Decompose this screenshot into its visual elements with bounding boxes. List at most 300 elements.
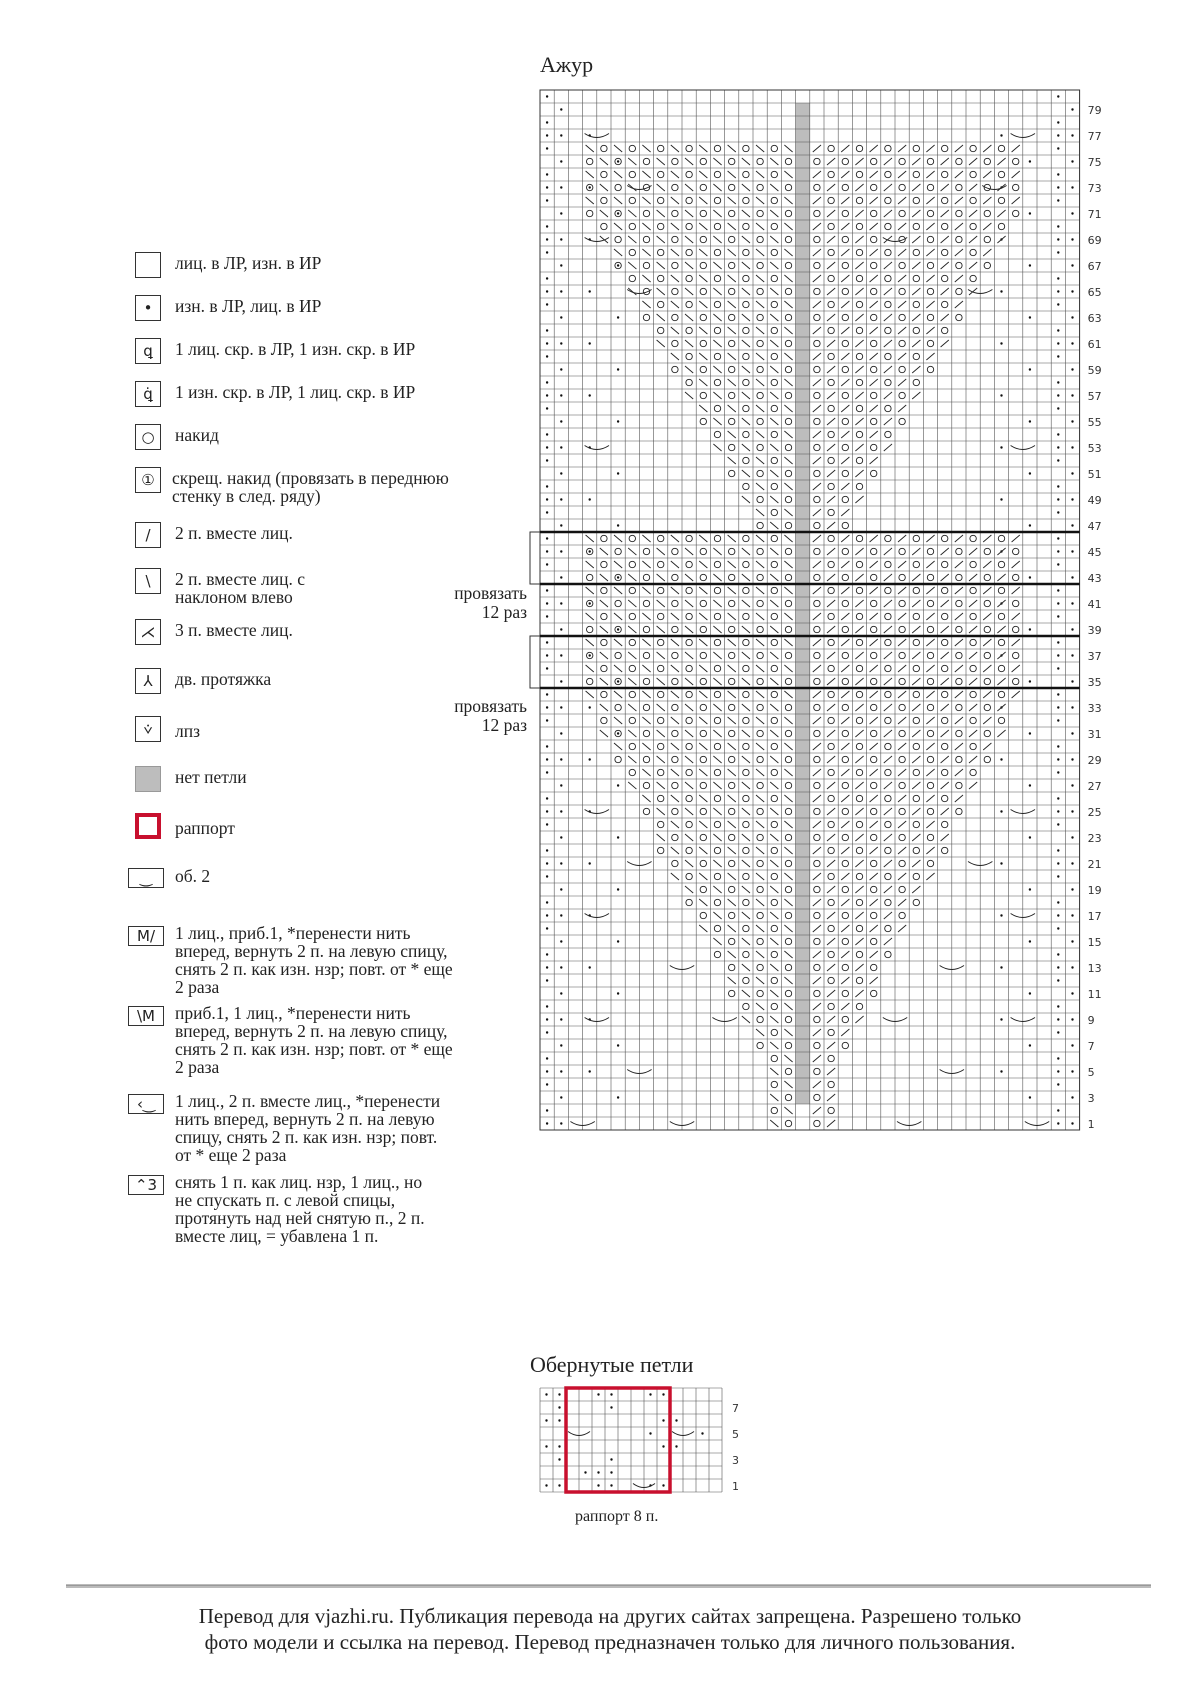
yarn-over-mark (842, 964, 848, 970)
k2tog-mark (827, 1042, 835, 1049)
yarn-over-mark (700, 288, 706, 294)
yarn-over-mark (743, 795, 749, 801)
k2tog-mark (926, 561, 934, 568)
k2tog-mark (898, 717, 906, 724)
rapport-box-icon (135, 813, 161, 839)
wrap-k2tog-icon: ‹‿ (128, 1094, 164, 1114)
yarn-over-mark (743, 769, 749, 775)
yarn-over-mark (601, 535, 607, 541)
purl-dot (560, 498, 562, 500)
yarn-over-mark (828, 275, 834, 281)
ssk-mark (699, 717, 707, 724)
purl-dot (1057, 459, 1059, 461)
row-labels (1088, 104, 1102, 1131)
yarn-over-mark (785, 990, 791, 996)
purl-dot (1057, 407, 1059, 409)
yarn-over-mark (771, 509, 777, 515)
yarn-over-mark (885, 665, 891, 671)
yarn-over-mark (856, 769, 862, 775)
yarn-over-mark (629, 535, 635, 541)
yarn-over-mark (785, 600, 791, 606)
ssk-mark (756, 353, 764, 360)
yarn-over-mark (771, 587, 777, 593)
ssk-mark (713, 418, 721, 425)
purl-dot (617, 888, 619, 890)
k2tog-mark (884, 392, 892, 399)
yarn-over-mark (1013, 184, 1019, 190)
yarn-over-mark (856, 353, 862, 359)
ssk-mark (699, 613, 707, 620)
k2tog-mark (827, 392, 835, 399)
ssk-mark (657, 548, 665, 555)
yarn-over-mark (743, 535, 749, 541)
ssk-mark (699, 535, 707, 542)
yarn-over-mark (643, 730, 649, 736)
purl-dot (546, 862, 548, 864)
k2tog-mark (841, 769, 849, 776)
purl-dot (617, 264, 619, 266)
yarn-over-mark (828, 717, 834, 723)
yarn-over-mark (785, 496, 791, 502)
yarn-over-mark (885, 223, 891, 229)
k2tog-mark (884, 600, 892, 607)
yarn-over-mark (856, 457, 862, 463)
k2tog-mark (983, 691, 991, 698)
k2tog-mark (870, 275, 878, 282)
purl-dot (1057, 147, 1059, 149)
purl-dot (1071, 602, 1073, 604)
purl-dot (546, 303, 548, 305)
yarn-over-mark (899, 652, 905, 658)
ssk-mark (728, 795, 736, 802)
yarn-over-mark (970, 613, 976, 619)
row-label: 15 (1087, 936, 1102, 949)
k2tog-mark (827, 184, 835, 191)
yarn-over-mark (814, 756, 820, 762)
purl-dot (1029, 628, 1031, 630)
purl-dot (649, 1393, 651, 1395)
yarn-over-mark (785, 444, 791, 450)
purl-dot (1029, 732, 1031, 734)
purl-dot (1057, 797, 1059, 799)
yarn-over-mark (729, 236, 735, 242)
ssk-mark (770, 730, 778, 737)
row-label: 75 (1087, 156, 1102, 169)
ssk-mark (642, 587, 650, 594)
ssk-mark (642, 145, 650, 152)
ssk-mark (713, 678, 721, 685)
ssk-mark (699, 665, 707, 672)
k2tog-mark (941, 704, 949, 711)
purl-dot (546, 550, 548, 552)
k2tog-mark (997, 236, 1005, 243)
k2tog-mark (898, 353, 906, 360)
yarn-over-mark (814, 418, 820, 424)
k2tog-mark (813, 535, 821, 542)
yarn-over-mark (899, 548, 905, 554)
row-label: 67 (1087, 260, 1102, 273)
row-label: 63 (1087, 312, 1102, 325)
ssk-mark (600, 626, 608, 633)
legend-text: лиц. в ЛР, изн. в ИР (175, 253, 322, 273)
yarn-over-mark (643, 262, 649, 268)
yarn-over-mark (814, 574, 820, 580)
yarn-over-mark (828, 1055, 834, 1061)
k2tog-mark (841, 379, 849, 386)
yarn-over-mark (942, 717, 948, 723)
yarn-over-mark (672, 314, 678, 320)
ssk-mark (770, 756, 778, 763)
yarn-over-mark (658, 535, 664, 541)
yarn-over-mark (856, 977, 862, 983)
ssk-mark (742, 756, 750, 763)
yarn-over-mark (771, 405, 777, 411)
purl-dot (1000, 394, 1002, 396)
purl-dot (617, 732, 619, 734)
yarn-over-mark (956, 262, 962, 268)
ssk-mark (699, 769, 707, 776)
yarn-over-mark (743, 197, 749, 203)
k2tog-mark (827, 340, 835, 347)
purl-dot (560, 446, 562, 448)
k2tog-mark (827, 262, 835, 269)
yarn-over-mark (842, 236, 848, 242)
k2tog-mark (813, 899, 821, 906)
ssk-mark (628, 730, 636, 737)
yarn-over-mark (899, 262, 905, 268)
k2tog-mark (955, 743, 963, 750)
yarn-over-mark (970, 249, 976, 255)
yarn-over-mark (743, 951, 749, 957)
ssk-mark (756, 925, 764, 932)
wrap-inc-right-icon: \M (128, 1006, 164, 1026)
yarn-over-mark (714, 327, 720, 333)
yarn-over-mark (942, 249, 948, 255)
purl-dot (675, 1419, 677, 1421)
yarn-over-mark (814, 782, 820, 788)
yarn-over-mark (771, 1029, 777, 1035)
yarn-over-mark (927, 678, 933, 684)
k2tog-mark (813, 379, 821, 386)
ssk-mark (628, 236, 636, 243)
ssk-mark (657, 678, 665, 685)
yarn-over-mark (842, 600, 848, 606)
row-label: 53 (1087, 442, 1102, 455)
ssk-mark (742, 210, 750, 217)
yarn-over-mark (913, 197, 919, 203)
yarn-over-mark (743, 561, 749, 567)
purl-dot (589, 342, 591, 344)
yarn-over-mark (956, 314, 962, 320)
yarn-over-mark (743, 691, 749, 697)
purl-dot (1071, 836, 1073, 838)
yarn-over-mark (956, 288, 962, 294)
ssk-mark (784, 1107, 792, 1114)
yarn-over-mark (714, 899, 720, 905)
k2tog-mark (841, 795, 849, 802)
purl-dot (1057, 771, 1059, 773)
yarn-over-mark (729, 548, 735, 554)
k2tog-mark (870, 353, 878, 360)
ssk-mark (699, 223, 707, 230)
yarn-over-mark (601, 717, 607, 723)
purl-dot (617, 836, 619, 838)
ssk-mark (699, 301, 707, 308)
yarn-over-mark (828, 873, 834, 879)
yarn-over-mark (998, 717, 1004, 723)
yarn-over-mark (686, 171, 692, 177)
k2tog-mark (827, 366, 835, 373)
yarn-over-mark (842, 210, 848, 216)
k2tog-mark (941, 574, 949, 581)
purl-dot (558, 1484, 560, 1486)
ssk-mark (728, 847, 736, 854)
yarn-over-mark (785, 1094, 791, 1100)
wrap-2-icon: ‿ (128, 868, 164, 888)
yarn-over-mark (771, 275, 777, 281)
k2tog-mark (969, 600, 977, 607)
yarn-over-mark (899, 886, 905, 892)
ssk-mark (784, 301, 792, 308)
ssk-mark (642, 639, 650, 646)
k2tog-mark (841, 197, 849, 204)
k2tog-mark (1012, 587, 1020, 594)
k2tog-mark (813, 665, 821, 672)
ssk-mark (685, 366, 693, 373)
ssk-mark (642, 249, 650, 256)
k2tog-mark (941, 678, 949, 685)
ssk-mark (713, 548, 721, 555)
k2tog-mark (827, 964, 835, 971)
yarn-over-mark (601, 587, 607, 593)
purl-dot (546, 706, 548, 708)
purl-dot (546, 446, 548, 448)
k2tog-mark (827, 522, 835, 529)
yarn-over-mark (871, 782, 877, 788)
k2tog-mark (912, 730, 920, 737)
yarn-over-mark (729, 470, 735, 476)
k2tog-mark (997, 158, 1005, 165)
ssk-mark (671, 561, 679, 568)
yarn-over-mark (927, 860, 933, 866)
k2tog-mark (983, 197, 991, 204)
row-label: 25 (1087, 806, 1102, 819)
yarn-over-mark (842, 938, 848, 944)
ssk-mark (657, 314, 665, 321)
yarn-over-mark (629, 145, 635, 151)
yarn-over-mark (942, 275, 948, 281)
k2tog-mark (983, 717, 991, 724)
purl-dot (617, 212, 619, 214)
purl-dot (617, 1044, 619, 1046)
legend-text: 2 п. вместе лиц. (175, 523, 293, 543)
yarn-over-mark (629, 171, 635, 177)
k2tog-mark (926, 249, 934, 256)
yarn-over-mark (814, 496, 820, 502)
k2tog-mark (827, 704, 835, 711)
ssk-mark (770, 340, 778, 347)
k2tog-mark (855, 366, 863, 373)
purl-dot (1057, 394, 1059, 396)
yarn-over-mark (871, 938, 877, 944)
yarn-over-mark (1013, 158, 1019, 164)
k2tog-mark (941, 626, 949, 633)
ssk-mark (784, 1081, 792, 1088)
k2tog-mark (827, 938, 835, 945)
yarn-over-mark (757, 626, 763, 632)
ssk-mark (742, 782, 750, 789)
yarn-over-mark (828, 691, 834, 697)
purl-dot (546, 121, 548, 123)
k2tog-mark (841, 873, 849, 880)
purl-dot (1057, 134, 1059, 136)
yarn-over-mark (643, 678, 649, 684)
k2tog-mark (870, 587, 878, 594)
yarn-over-mark (785, 704, 791, 710)
k2tog-mark (841, 301, 849, 308)
k2tog-mark (870, 197, 878, 204)
purl-dot (1071, 810, 1073, 812)
legend-text: приб.1, 1 лиц., *перенести нить вперед, вернуть 2 п. на левую спицу, снять 2 п. как изн. нзр; повт. от * еще 2 раза (175, 1003, 453, 1077)
yarn-over-mark (601, 665, 607, 671)
ssk-mark (699, 197, 707, 204)
yarn-over-mark (942, 847, 948, 853)
yarn-over-mark (757, 860, 763, 866)
yarn-over-mark (828, 171, 834, 177)
k2tog-mark (983, 171, 991, 178)
ssk-mark (614, 223, 622, 230)
yarn-over-mark (714, 431, 720, 437)
yarn-over-mark (587, 678, 593, 684)
legend-text: 1 лиц., приб.1, *перенести нить вперед, вернуть 2 п. на левую спицу, снять 2 п. как изн. нзр; повт. от * еще 2 раза (175, 923, 453, 997)
yarn-over-mark (842, 496, 848, 502)
k2tog-mark (983, 665, 991, 672)
k2tog-mark (955, 223, 963, 230)
k2tog-mark (983, 145, 991, 152)
yarn-over-mark (729, 366, 735, 372)
k2tog-mark (884, 236, 892, 243)
yarn-over-mark (686, 795, 692, 801)
ssk-mark (770, 1120, 778, 1127)
purl-dot (589, 602, 591, 604)
purl-dot (617, 472, 619, 474)
k2tog-mark (983, 535, 991, 542)
purl-dot (1057, 1070, 1059, 1072)
yarn-over-mark (828, 639, 834, 645)
row-label: 19 (1087, 884, 1102, 897)
row-label: 33 (1087, 702, 1102, 715)
ssk-mark (770, 990, 778, 997)
k2tog-mark (941, 158, 949, 165)
k2tog-mark (827, 1016, 835, 1023)
yarn-over-mark (927, 730, 933, 736)
ssk-mark (699, 327, 707, 334)
yarn-over-mark (956, 600, 962, 606)
ssk-mark (770, 262, 778, 269)
yarn-over-mark (714, 145, 720, 151)
yarn-over-mark (856, 951, 862, 957)
ssk-mark (699, 145, 707, 152)
ssk-mark (756, 171, 764, 178)
ssk-mark (713, 756, 721, 763)
yarn-over-mark (856, 873, 862, 879)
k2tog-mark (855, 236, 863, 243)
yarn-over-mark (686, 535, 692, 541)
k2tog-mark (813, 171, 821, 178)
k2tog-mark (912, 600, 920, 607)
k2tog-mark (855, 210, 863, 217)
yarn-over-mark (743, 275, 749, 281)
purl-dot (546, 810, 548, 812)
purl-dot (1000, 134, 1002, 136)
k2tog-mark (884, 366, 892, 373)
purl-dot (1057, 602, 1059, 604)
yarn-over-mark (771, 639, 777, 645)
k2tog-mark (855, 652, 863, 659)
yarn-over-mark (757, 912, 763, 918)
yarn-over-mark (771, 925, 777, 931)
ssk-mark (742, 704, 750, 711)
ssk-mark (784, 405, 792, 412)
purl-dot (617, 420, 619, 422)
yarn-over-mark (658, 665, 664, 671)
ssk-mark (614, 535, 622, 542)
k2tog-mark (926, 275, 934, 282)
ssk-mark (685, 886, 693, 893)
purl-dot (617, 576, 619, 578)
yarn-over-mark (828, 613, 834, 619)
yarn-over-mark (757, 782, 763, 788)
yarn-over-mark (785, 288, 791, 294)
yarn-over-mark (871, 704, 877, 710)
ssk-mark (699, 379, 707, 386)
yarn-over-mark (942, 821, 948, 827)
yarn-over-mark (629, 769, 635, 775)
yarn-over-mark (942, 561, 948, 567)
ssk-mark (756, 1029, 764, 1036)
yarn-over-mark (629, 275, 635, 281)
ssk-mark (713, 704, 721, 711)
ssk-mark (728, 873, 736, 880)
yarn-over-mark (998, 613, 1004, 619)
yarn-over-mark (856, 223, 862, 229)
k2tog-mark (898, 249, 906, 256)
yarn-over-mark (885, 951, 891, 957)
purl-dot (558, 1393, 560, 1395)
k2tog-mark (898, 275, 906, 282)
yarn-over-mark (785, 860, 791, 866)
ssk-mark (671, 275, 679, 282)
yarn-over-mark (984, 626, 990, 632)
yarn-over-mark (814, 990, 820, 996)
k2tog-mark (941, 756, 949, 763)
yarn-over-mark (743, 379, 749, 385)
ssk-mark (742, 158, 750, 165)
ssk-mark (586, 561, 594, 568)
ssk-mark (742, 444, 750, 451)
k2tog-mark (841, 977, 849, 984)
yarn-over-mark (998, 639, 1004, 645)
yarn-over-mark (956, 626, 962, 632)
yarn-over-mark (643, 652, 649, 658)
yarn-over-mark (587, 210, 593, 216)
ssk-mark (770, 886, 778, 893)
purl-dot (1071, 1096, 1073, 1098)
yarn-over-mark (927, 756, 933, 762)
yarn-over-mark (899, 860, 905, 866)
yarn-over-mark (913, 301, 919, 307)
yarn-over-mark (828, 1107, 834, 1113)
